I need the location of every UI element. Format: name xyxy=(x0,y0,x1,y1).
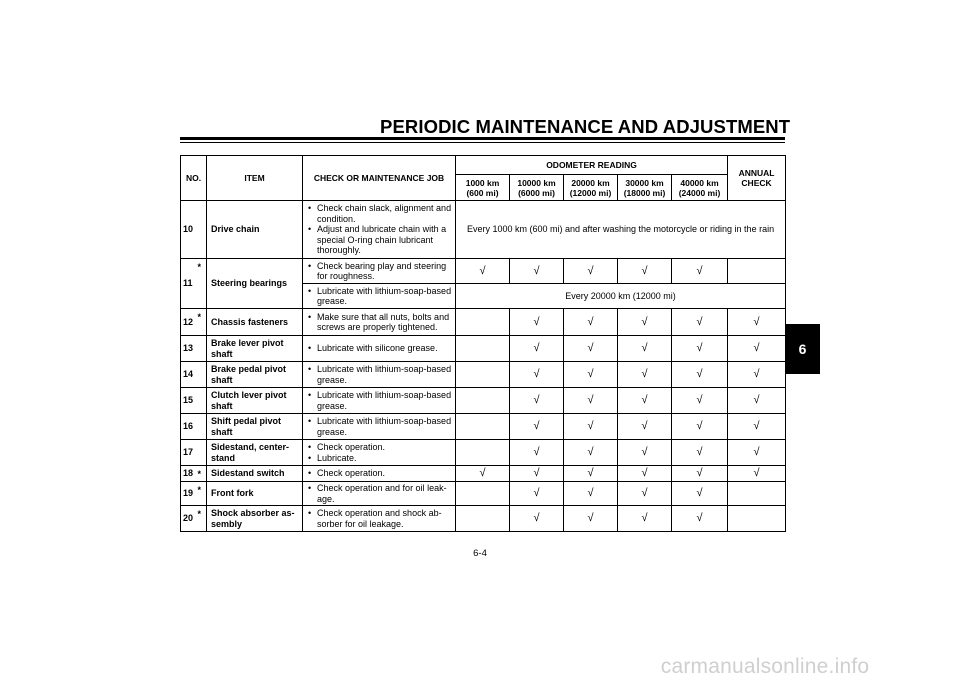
job-list xyxy=(307,390,453,411)
annual-check-cell: √ xyxy=(728,414,786,440)
job-list xyxy=(307,468,453,479)
table-row xyxy=(181,466,786,482)
odometer-check-cell-4: √ xyxy=(618,482,672,506)
odometer-check-cell-1 xyxy=(456,362,510,388)
odometer-check-cell-5: √ xyxy=(672,482,728,506)
odometer-check-cell-5: √ xyxy=(672,440,728,466)
maintenance-job-cell xyxy=(303,309,456,336)
odometer-check-cell-5: √ xyxy=(672,506,728,532)
maintenance-job-cell xyxy=(303,482,456,506)
watermark: carmanualsonline.info xyxy=(660,655,870,678)
header-odometer-5: 40000 km (24000 mi) xyxy=(672,175,728,201)
annual-check-cell xyxy=(728,259,786,284)
odometer-check-cell-4: √ xyxy=(618,414,672,440)
table-row xyxy=(181,440,786,466)
odometer-check-cell-2: √ xyxy=(510,362,564,388)
title-rule-thin xyxy=(180,142,785,143)
dealer-service-mark xyxy=(198,440,207,466)
odometer-check-cell-2: √ xyxy=(510,336,564,362)
odometer-check-cell-3: √ xyxy=(564,309,618,336)
header-item: ITEM xyxy=(207,156,303,201)
odometer-check-cell-2: √ xyxy=(510,388,564,414)
odometer-check-cell-5: √ xyxy=(672,466,728,482)
odometer-check-cell-1: √ xyxy=(456,466,510,482)
job-list xyxy=(307,343,453,354)
odometer-check-cell-1 xyxy=(456,414,510,440)
interval-note: Every 20000 km (12000 mi) xyxy=(456,284,786,309)
odometer-check-cell-3: √ xyxy=(564,388,618,414)
row-number: 10 xyxy=(181,201,198,259)
dealer-service-mark: * xyxy=(198,506,207,532)
odometer-check-cell-3: √ xyxy=(564,362,618,388)
job-bullet-item: • Check operation and for oil leak-age. xyxy=(307,483,453,504)
annual-check-cell xyxy=(728,482,786,506)
odometer-check-cell-2: √ xyxy=(510,506,564,532)
item-name: Sidestand, center-stand xyxy=(207,440,303,466)
job-bullet-item: • Check operation. xyxy=(307,442,453,453)
maintenance-job-cell xyxy=(303,466,456,482)
item-name: Sidestand switch xyxy=(207,466,303,482)
item-name: Shock absorber as-sembly xyxy=(207,506,303,532)
odometer-check-cell-4: √ xyxy=(618,506,672,532)
maintenance-job-cell xyxy=(303,388,456,414)
job-bullet-item: • Adjust and lubricate chain with a special O-ring chain lubricant thoroughly. xyxy=(307,224,453,256)
dealer-service-mark xyxy=(198,388,207,414)
odometer-check-cell-1 xyxy=(456,388,510,414)
job-bullet-item: • Lubricate with lithium-soap-based grease. xyxy=(307,390,453,411)
header-odometer-3: 20000 km (12000 mi) xyxy=(564,175,618,201)
item-name: Clutch lever pivot shaft xyxy=(207,388,303,414)
interval-note: Every 1000 km (600 mi) and after washing the motorcycle or riding in the rain xyxy=(456,201,786,259)
odometer-check-cell-5: √ xyxy=(672,414,728,440)
odometer-check-cell-1 xyxy=(456,482,510,506)
table-row xyxy=(181,362,786,388)
row-number: 19 xyxy=(181,482,198,506)
odometer-check-cell-3: √ xyxy=(564,440,618,466)
section-tab: 6 xyxy=(785,324,820,374)
odometer-check-cell-1 xyxy=(456,309,510,336)
annual-check-cell: √ xyxy=(728,336,786,362)
dealer-service-mark xyxy=(198,201,207,259)
row-number: 13 xyxy=(181,336,198,362)
row-number: 11 xyxy=(181,259,198,309)
page-number: 6-4 xyxy=(473,548,487,559)
dealer-service-mark xyxy=(198,362,207,388)
annual-check-cell xyxy=(728,506,786,532)
odometer-check-cell-4: √ xyxy=(618,388,672,414)
job-bullet-item: • Check operation. xyxy=(307,468,453,479)
odometer-check-cell-3: √ xyxy=(564,506,618,532)
row-number: 17 xyxy=(181,440,198,466)
header-annual: ANNUAL CHECK xyxy=(728,156,786,201)
job-list xyxy=(307,203,453,256)
table-row xyxy=(181,414,786,440)
job-list xyxy=(307,442,453,463)
row-number: 15 xyxy=(181,388,198,414)
table-row xyxy=(181,482,786,506)
job-list xyxy=(307,416,453,437)
maintenance-job-cell xyxy=(303,336,456,362)
odometer-check-cell-5: √ xyxy=(672,362,728,388)
annual-check-cell: √ xyxy=(728,440,786,466)
job-list xyxy=(307,261,453,282)
item-name: Brake lever pivot shaft xyxy=(207,336,303,362)
table-row xyxy=(181,309,786,336)
item-name: Steering bearings xyxy=(207,259,303,309)
maintenance-job-cell xyxy=(303,259,456,284)
maintenance-job-cell xyxy=(303,284,456,309)
maintenance-job-cell xyxy=(303,201,456,259)
odometer-check-cell-1 xyxy=(456,336,510,362)
odometer-check-cell-2: √ xyxy=(510,259,564,284)
job-list xyxy=(307,312,453,333)
table-row xyxy=(181,259,786,284)
header-odometer: ODOMETER READING xyxy=(456,156,728,175)
odometer-check-cell-4: √ xyxy=(618,309,672,336)
header-odometer-1: 1000 km (600 mi) xyxy=(456,175,510,201)
row-number: 12 xyxy=(181,309,198,336)
row-number: 18 xyxy=(181,466,198,482)
job-bullet-item: • Check chain slack, alignment and condition. xyxy=(307,203,453,224)
odometer-check-cell-4: √ xyxy=(618,466,672,482)
maintenance-job-cell xyxy=(303,362,456,388)
odometer-check-cell-5: √ xyxy=(672,388,728,414)
job-list xyxy=(307,286,453,307)
job-bullet-item: • Lubricate. xyxy=(307,453,453,464)
dealer-service-mark: * xyxy=(198,482,207,506)
table-row xyxy=(181,336,786,362)
row-number: 14 xyxy=(181,362,198,388)
odometer-check-cell-5: √ xyxy=(672,336,728,362)
annual-check-cell: √ xyxy=(728,309,786,336)
maintenance-job-cell xyxy=(303,506,456,532)
odometer-check-cell-1 xyxy=(456,440,510,466)
odometer-check-cell-4: √ xyxy=(618,336,672,362)
annual-check-cell: √ xyxy=(728,466,786,482)
row-number: 20 xyxy=(181,506,198,532)
item-name: Drive chain xyxy=(207,201,303,259)
header-no: NO. xyxy=(181,156,207,201)
table-row xyxy=(181,201,786,259)
job-bullet-item: • Lubricate with lithium-soap-based grease. xyxy=(307,416,453,437)
odometer-check-cell-5: √ xyxy=(672,259,728,284)
header-odometer-2: 10000 km (6000 mi) xyxy=(510,175,564,201)
dealer-service-mark: * xyxy=(198,309,207,336)
dealer-service-mark xyxy=(198,336,207,362)
dealer-service-mark: * xyxy=(198,466,207,482)
item-name: Front fork xyxy=(207,482,303,506)
job-bullet-item: • Lubricate with silicone grease. xyxy=(307,343,453,354)
dealer-service-mark: * xyxy=(198,259,207,309)
item-name: Chassis fasteners xyxy=(207,309,303,336)
odometer-check-cell-2: √ xyxy=(510,466,564,482)
odometer-check-cell-3: √ xyxy=(564,482,618,506)
job-bullet-item: • Check operation and shock ab-sorber for oil leakage. xyxy=(307,508,453,529)
maintenance-job-cell xyxy=(303,440,456,466)
item-name: Brake pedal pivot shaft xyxy=(207,362,303,388)
item-name: Shift pedal pivot shaft xyxy=(207,414,303,440)
header-job: CHECK OR MAINTENANCE JOB xyxy=(303,156,456,201)
odometer-check-cell-5: √ xyxy=(672,309,728,336)
job-bullet-item: • Lubricate with lithium-soap-based grease. xyxy=(307,364,453,385)
odometer-check-cell-3: √ xyxy=(564,466,618,482)
odometer-check-cell-3: √ xyxy=(564,336,618,362)
job-list xyxy=(307,364,453,385)
odometer-check-cell-2: √ xyxy=(510,482,564,506)
odometer-check-cell-2: √ xyxy=(510,309,564,336)
page-title: PERIODIC MAINTENANCE AND ADJUSTMENT xyxy=(380,116,791,137)
maintenance-schedule-table xyxy=(180,155,786,532)
job-bullet-item: • Check bearing play and steering for roughness. xyxy=(307,261,453,282)
odometer-check-cell-1 xyxy=(456,506,510,532)
odometer-check-cell-4: √ xyxy=(618,362,672,388)
dealer-service-mark xyxy=(198,414,207,440)
row-number: 16 xyxy=(181,414,198,440)
odometer-check-cell-1: √ xyxy=(456,259,510,284)
table-row xyxy=(181,388,786,414)
odometer-check-cell-2: √ xyxy=(510,440,564,466)
job-list xyxy=(307,483,453,504)
table-row xyxy=(181,506,786,532)
odometer-check-cell-4: √ xyxy=(618,259,672,284)
title-rule-thick xyxy=(180,137,785,140)
annual-check-cell: √ xyxy=(728,388,786,414)
job-list xyxy=(307,508,453,529)
odometer-check-cell-3: √ xyxy=(564,259,618,284)
odometer-check-cell-2: √ xyxy=(510,414,564,440)
odometer-check-cell-4: √ xyxy=(618,440,672,466)
header-odometer-4: 30000 km (18000 mi) xyxy=(618,175,672,201)
annual-check-cell: √ xyxy=(728,362,786,388)
job-bullet-item: • Make sure that all nuts, bolts and screws are properly tightened. xyxy=(307,312,453,333)
job-bullet-item: • Lubricate with lithium-soap-based grease. xyxy=(307,286,453,307)
maintenance-job-cell xyxy=(303,414,456,440)
odometer-check-cell-3: √ xyxy=(564,414,618,440)
